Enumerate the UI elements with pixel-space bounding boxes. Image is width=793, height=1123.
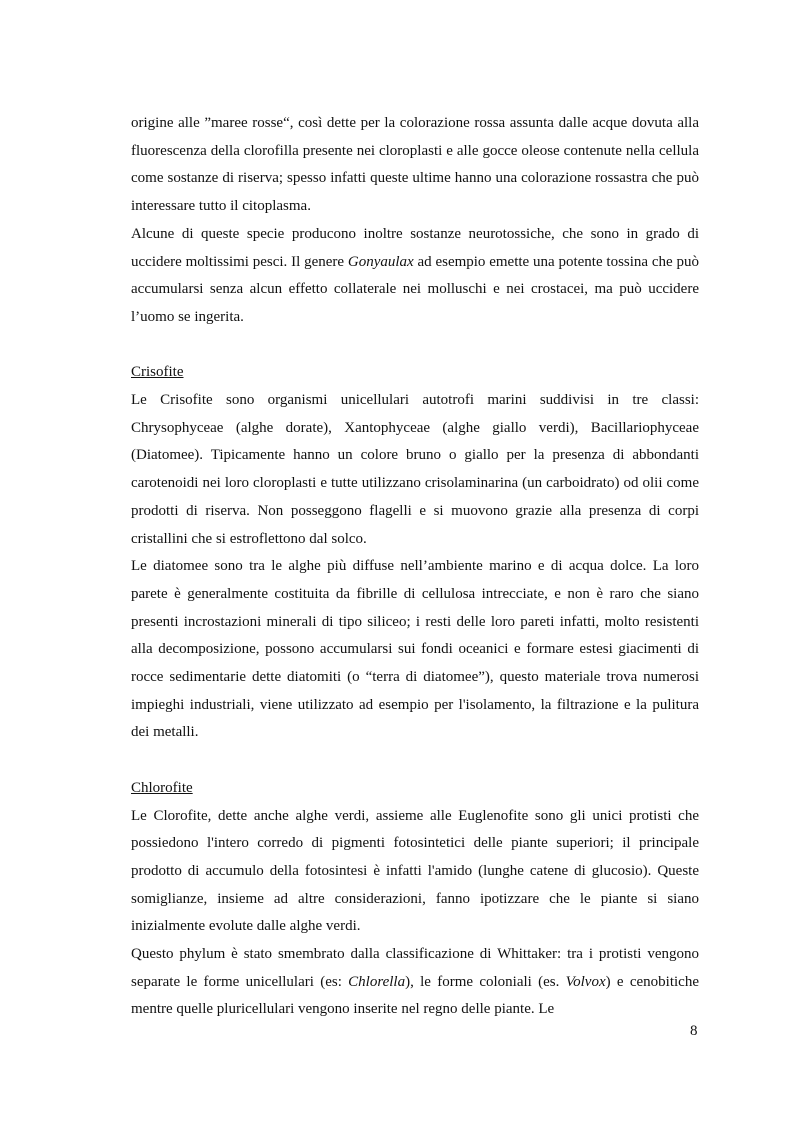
text-run: Alcune di queste specie producono inoltre sostanze neurotossiche, che sono in grado di uccidere moltissimi pesci. Il genere — [131, 225, 699, 270]
section-heading-crisofite: Crisofite — [131, 364, 184, 381]
text-run: ad esempio emette una potente tossina che può accumularsi senza alcun effetto collaterale nei molluschi e nei crostacei, ma può uccidere l’uomo se ingerita. — [131, 253, 700, 325]
blank-line — [131, 332, 699, 360]
paragraph-crisofite: Le Crisofite sono organismi unicellulari autotrofi marini suddivisi in tre classi: Chrysophyceae (alghe dorate), Xantophyceae (alghe giallo verdi), Bacillariophyceae (Diatomee). Tipicamente hanno un colore bruno o giallo per la presenza di abbondanti carotenoidi nei loro cloroplasti e tutte utilizzano crisolaminarina (un carboidrato) od olii come prodotti di riserva. Non posseggono flagelli e si muovono grazie alla presenza di corpi cristallini che si estroflettono dal solco. — [131, 392, 699, 547]
genus-name: Gonyaulax — [347, 253, 414, 270]
page-number: 8 — [690, 1023, 698, 1039]
paragraph-diatomee: Le diatomee sono tra le alghe più diffuse nell’ambiente marino e di acqua dolce. La loro parete è generalmente costituita da fibrille di cellulosa intrecciate, e non è raro che siano presenti incrostazioni minerali di tipo siliceo; i resti delle loro pareti infatti, molto resistenti alla decomposizione, possono accumularsi sui fondi oceanici e formare estesi giacimenti di rocce sedimentarie dette diatomiti (o “terra di diatomee”), questo materiale trova numerosi impieghi industriali, viene utilizzato ad esempio per l'isolamento, la filtrazione e la pulitura dei metalli. — [131, 558, 699, 741]
paragraph-maree-rosse: origine alle ”maree rosse“, così dette per la colorazione rossa assunta dalle acque dovuta alla fluorescenza della clorofilla presente nei cloroplasti e alle gocce oleose contenute nella cellula come sostanze di riserva; spesso infatti queste ultime hanno una colorazione rossastra che può interessare tutto il citoplasma. — [131, 115, 699, 215]
blank-line — [131, 747, 699, 775]
paragraph-whittaker — [131, 941, 699, 1024]
text-run: ), le forme coloniali (es. — [405, 973, 566, 990]
genus-name: Volvox — [565, 973, 606, 990]
text-run: ) e cenobitiche mentre quelle pluricellulari vengono inserite nel regno delle piante. Le — [131, 973, 699, 1018]
paragraph-neurotossine — [131, 221, 699, 332]
document-body — [131, 110, 699, 1024]
section-heading-chlorofite: Chlorofite — [131, 779, 193, 796]
genus-name: Chlorella — [348, 973, 406, 990]
text-run: Questo phylum è stato smembrato dalla classificazione di Whittaker: tra i protisti vengono separate le forme unicellulari (es: — [131, 946, 699, 990]
paragraph-clorofite: Le Clorofite, dette anche alghe verdi, assieme alle Euglenofite sono gli unici protisti che possiedono l'intero corredo di pigmenti fotosintetici delle piante superiori; il principale prodotto di accumulo della fotosintesi è infatti l'amido (lunghe catene di glucosio). Queste somiglianze, insieme ad altre considerazioni, fanno ipotizzare che le piante si siano inizialmente evolute dalle alghe verdi. — [131, 807, 699, 935]
